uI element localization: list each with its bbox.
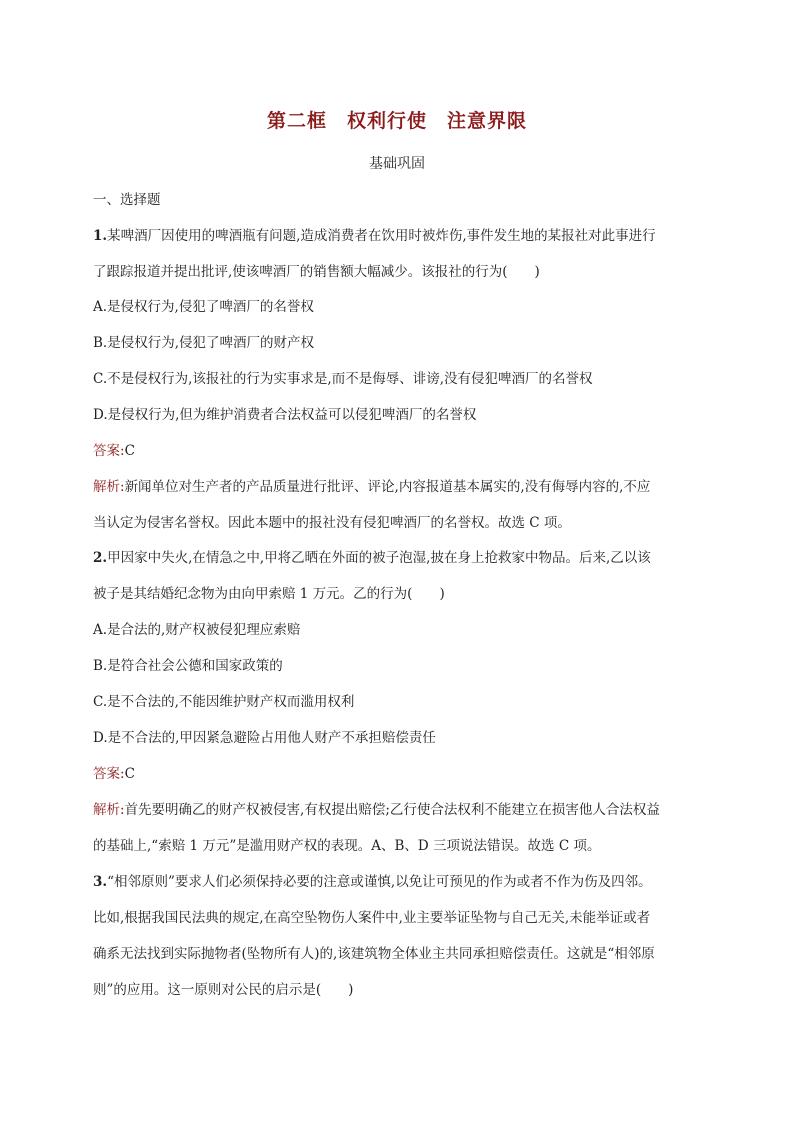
- question-3-line-2: 比如,根据我国民法典的规定,在高空坠物伤人案件中,业主要举证坠物与自己无关,未能举证或者: [93, 910, 651, 926]
- answer-value: C: [124, 443, 135, 459]
- question-1-analysis-line-2: 当认定为侵害名誉权。因此本题中的报社没有侵犯啤酒厂的名誉权。故选 C 项。: [93, 515, 571, 531]
- question-2-line-1: 2.甲因家中失火,在情急之中,甲将乙晒在外面的被子泡湿,披在身上抢救家中物品。后来,乙以该: [93, 550, 651, 566]
- question-2-analysis-line-2: 的基础上,“索赔 1 万元”是滥用财产权的表现。A、B、D 三项说法错误。故选 C 项。: [93, 838, 601, 854]
- answer-value: C: [124, 766, 135, 782]
- question-2-answer: [93, 764, 713, 784]
- question-2-option-b: B.是符合社会公德和国家政策的: [93, 658, 283, 674]
- question-3-line-4: 则”的应用。这一原则对公民的启示是( ): [93, 982, 354, 998]
- answer-label: 答案:: [93, 443, 125, 459]
- question-1-option-a: A.是侵权行为,侵犯了啤酒厂的名誉权: [93, 299, 314, 315]
- question-1-answer: [93, 441, 713, 461]
- question-1-number: 1.: [93, 228, 108, 244]
- question-1-analysis-line-1: 解析:新闻单位对生产者的产品质量进行批评、评论,内容报道基本属实的,没有侮辱内容的,不应: [93, 479, 651, 495]
- question-2-option-d: D.是不合法的,甲因紧急避险占用他人财产不承担赔偿责任: [93, 730, 436, 746]
- section-heading: 一、选择题: [93, 192, 161, 208]
- question-3-line-1: 3.“相邻原则”要求人们必须保持必要的注意或谨慎,以免让可预见的作为或者不作为伤及四邻。: [93, 874, 652, 890]
- answer-label: 答案:: [93, 766, 125, 782]
- question-2-option-a: A.是合法的,财产权被侵犯理应索赔: [93, 622, 301, 638]
- question-1-option-d: D.是侵权行为,但为维护消费者合法权益可以侵犯啤酒厂的名誉权: [93, 407, 477, 423]
- question-1-line-1: 1.某啤酒厂因使用的啤酒瓶有问题,造成消费者在饮用时被炸伤,事件发生地的某报社对此事进行: [93, 228, 656, 244]
- question-3-line-3: 确系无法找到实际抛物者(坠物所有人)的,该建筑物全体业主共同承担赔偿责任。这就是“相邻原: [93, 946, 655, 962]
- question-2-number: 2.: [93, 550, 108, 566]
- question-3-number: 3.: [93, 874, 108, 890]
- section-subtitle: 基础巩固: [369, 156, 425, 172]
- analysis-label: 解析:: [93, 802, 125, 818]
- question-1-option-c: C.不是侵权行为,该报社的行为实事求是,而不是侮辱、诽谤,没有侵犯啤酒厂的名誉权: [93, 371, 593, 387]
- question-2-analysis-line-1: 解析:首先要明确乙的财产权被侵害,有权提出赔偿;乙行使合法权利不能建立在损害他人合法权益: [93, 802, 660, 818]
- question-2-option-c: C.是不合法的,不能因维护财产权而滥用权利: [93, 694, 355, 710]
- question-2-line-2: 被子是其结婚纪念物为由向甲索赔 1 万元。乙的行为( ): [93, 586, 445, 602]
- page-title: 第二框 权利行使 注意界限: [266, 110, 527, 132]
- question-1-option-b: B.是侵权行为,侵犯了啤酒厂的财产权: [93, 335, 315, 351]
- question-1-line-2: 了跟踪报道并提出批评,使该啤酒厂的销售额大幅减少。该报社的行为( ): [93, 264, 540, 280]
- analysis-label: 解析:: [93, 479, 125, 495]
